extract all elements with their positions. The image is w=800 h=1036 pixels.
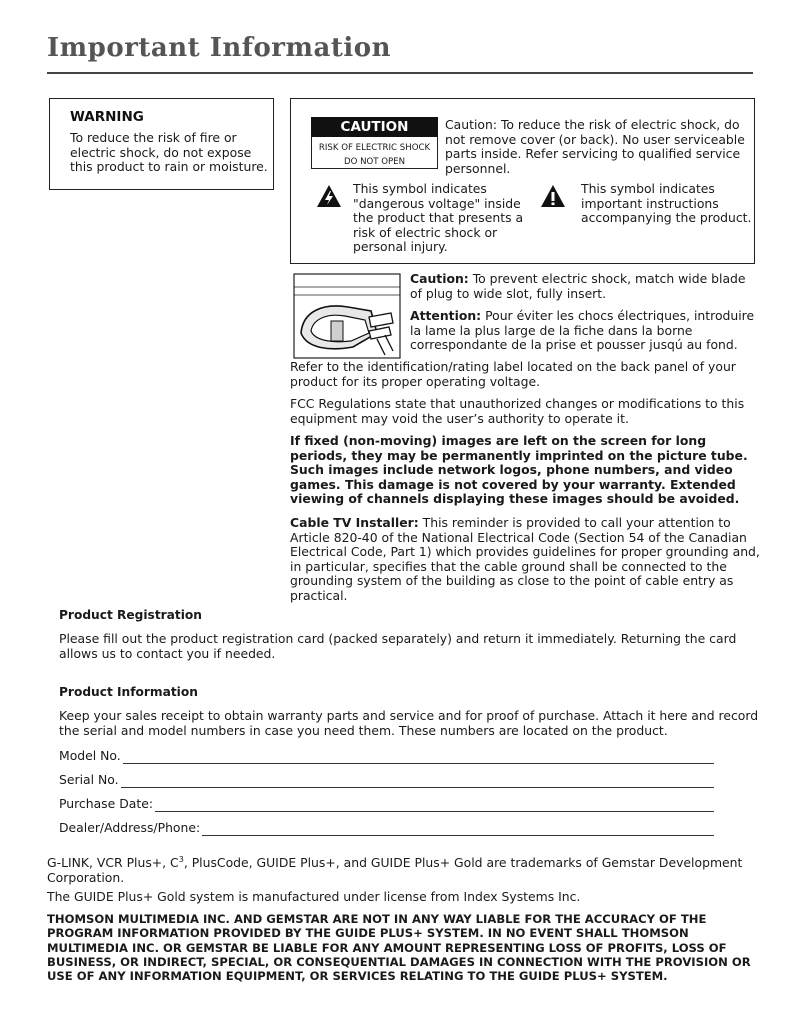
plug-attention-label: Attention: (410, 308, 482, 323)
dealer-address-phone-line[interactable] (202, 823, 714, 836)
product-information-body: Keep your sales receipt to obtain warranty parts and service and for proof of purchase. Attach it here and record the serial and model numbers in case you need them. These numbers are located on the product. (59, 708, 759, 738)
purchase-date-label: Purchase Date: (59, 796, 153, 812)
dealer-address-phone-field[interactable] (59, 820, 714, 836)
model-number-line[interactable] (123, 751, 714, 764)
fixed-images-notice: If fixed (non-moving) images are left on the screen for long periods, they may be permanently imprinted on the picture tube. Such images include network logos, phone numbers, and video games. This damage is not covered by your warranty. Extended viewing of channels displaying these images should be avoided. (290, 433, 748, 507)
plug-attention-text: Pour éviter les chocs électriques, introduire la lame la plus large de la fiche dans la borne correspondante de la prise et pousser jusqú au fond. (410, 308, 755, 353)
purchase-date-line[interactable] (155, 799, 714, 812)
serial-number-line[interactable] (121, 775, 714, 788)
warning-body: To reduce the risk of fire or electric shock, do not expose this product to rain or moisture. (70, 130, 268, 175)
plug-caution (410, 272, 760, 301)
dealer-address-phone-label: Dealer/Address/Phone: (59, 820, 201, 836)
trademarks-text-end: , PlusCode, GUIDE Plus+, and GUIDE Plus+ Gold are trademarks of Gemstar Development Corporation. (47, 855, 743, 885)
product-registration-body: Please fill out the product registration card (packed separately) and return it immediately. Returning the card allows us to contact you if needed. (59, 631, 737, 661)
product-registration-heading: Product Registration (59, 608, 202, 622)
trademarks-notice (47, 853, 747, 885)
bolt-symbol-text: This symbol indicates "dangerous voltage" inside the product that presents a risk of electric shock or personal injury. (353, 181, 524, 255)
serial-number-label: Serial No. (59, 772, 119, 788)
cable-installer-notice (290, 516, 760, 604)
plug-attention (410, 309, 760, 353)
exclamation-symbol-text: This symbol indicates important instructions accompanying the product. (581, 181, 752, 226)
liability-disclaimer: THOMSON MULTIMEDIA INC. AND GEMSTAR ARE NOT IN ANY WAY LIABLE FOR THE ACCURACY OF THE PROGRAM INFORMATION PROVIDED BY THE GUIDE PLUS+ SYSTEM. IN NO EVENT SHALL THOMSON MULTIMEDIA INC. OR GEMSTAR BE LIABLE FOR ANY AMOUNT REPRESENTING LOSS OF PROFITS, LOSS OF BUSINESS, OR INDIRECT, SPECIAL, OR CONSEQUENTIAL DAMAGES IN CONNECTION WITH THE PROVISION OR USE OF ANY INFORMATION EQUIPMENT, OR SERVICES RELATING TO THE GUIDE PLUS+ SYSTEM. (47, 912, 751, 984)
polarized-plug-illustration (293, 273, 401, 359)
warning-title: WARNING (70, 109, 144, 125)
model-number-field[interactable] (59, 748, 714, 764)
cable-installer-label: Cable TV Installer: (290, 515, 419, 530)
serial-number-field[interactable] (59, 772, 714, 788)
exclamation-triangle-icon (540, 184, 566, 208)
fcc-notice: FCC Regulations state that unauthorized changes or modifications to this equipment may void the user’s authority to operate it. (290, 396, 745, 426)
caution-sub-do-not-open: DO NOT OPEN (343, 157, 406, 167)
trademarks-superscript: 3 (178, 855, 184, 864)
page-title: Important Information (47, 33, 391, 63)
caution-text: Caution: To reduce the risk of electric shock, do not remove cover (or back). No user serviceable parts inside. Refer servicing to qualified service personnel. (445, 117, 745, 176)
trademarks-text-start: G-LINK, VCR Plus+, C (47, 855, 179, 871)
model-number-label: Model No. (59, 748, 121, 764)
caution-label: CAUTION (311, 117, 438, 137)
plug-caution-text: To prevent electric shock, match wide blade of plug to wide slot, fully insert. (410, 271, 746, 301)
lightning-bolt-triangle-icon (316, 184, 342, 208)
purchase-date-field[interactable] (59, 796, 714, 812)
guide-license-notice: The GUIDE Plus+ Gold system is manufactured under license from Index Systems Inc. (47, 889, 581, 904)
rating-label-notice: Refer to the identification/rating label located on the back panel of your product for its proper operating voltage. (290, 359, 736, 389)
title-rule (47, 72, 753, 74)
caution-sub-risk: RISK OF ELECTRIC SHOCK (318, 143, 431, 153)
cable-installer-text: This reminder is provided to call your attention to Article 820-40 of the National Electrical Code (Section 54 of the Canadian Electrical Code, Part 1) which provides guidelines for proper grounding and, in particular, specifies that the cable ground shall be connected to the grounding system of the building as close to the point of cable entry as practical. (290, 515, 760, 603)
product-information-heading: Product Information (59, 685, 198, 699)
plug-caution-label: Caution: (410, 271, 469, 286)
